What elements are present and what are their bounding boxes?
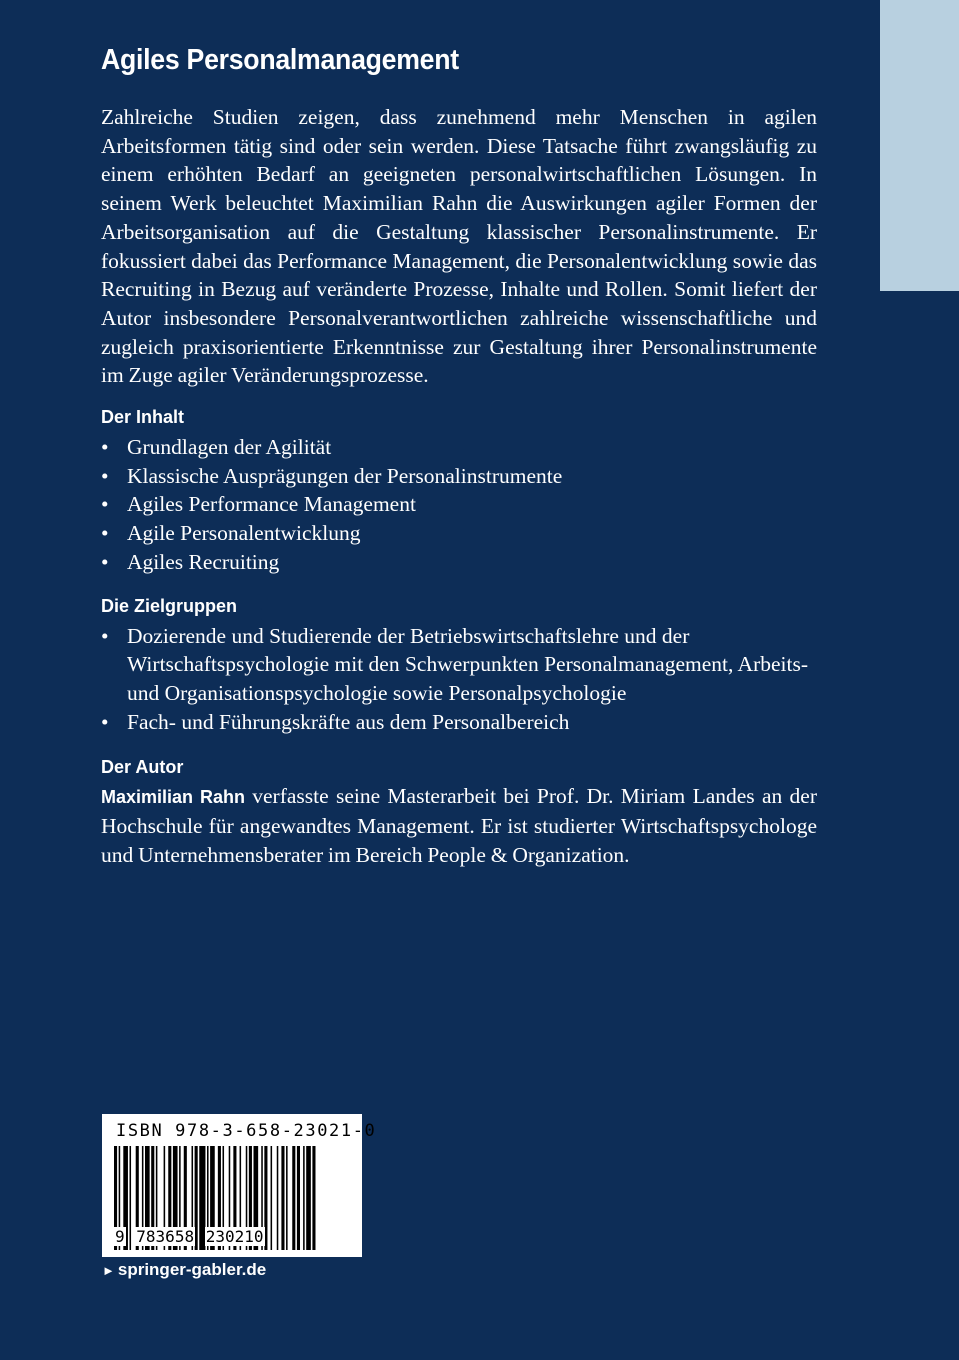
- publisher-link[interactable]: [102, 1260, 266, 1280]
- list-item: • Grundlagen der Agilität: [101, 433, 817, 462]
- author-name: Maximilian Rahn: [101, 787, 245, 808]
- bullet-icon: •: [101, 549, 109, 574]
- author-paragraph: [101, 782, 817, 869]
- book-title: Agiles Personalmanagement: [101, 44, 459, 76]
- barcode-bar: [306, 1146, 311, 1250]
- autor-heading: Der Autor: [101, 757, 184, 778]
- barcode-bar: [292, 1146, 295, 1250]
- list-item: • Agiles Performance Management: [101, 490, 817, 519]
- ean-digits: 9 783658 230210: [115, 1227, 264, 1246]
- barcode-bar: [281, 1146, 284, 1250]
- bullet-icon: •: [101, 623, 109, 648]
- bullet-icon: •: [101, 463, 109, 488]
- back-cover-text: [101, 44, 817, 869]
- intro-paragraph: Zahlreiche Studien zeigen, dass zunehmend mehr Menschen in agilen Arbeitsformen tätig sind oder sein werden. Diese Tatsache führt zwangsläufig zu einem erhöhten Bedarf an geeigneten personalwirtschaftlichen Lösungen. In seinem Werk beleuchtet Maximilian Rahn die Auswirkungen agiler Formen der Arbeitsorganisation auf die Gestaltung klassischer Personalinstrumente. Er fokussiert dabei das Performance Management, die Personalentwicklung sowie das Recruiting in Bezug auf veränderte Prozesse, Inhalte und Rollen. Somit liefert der Autor insbesondere Personalverantwortlichen zahlreiche wissenschaftliche und zugleich praxisorientierte Erkenntnisse zur Gestaltung ihrer Personalinstrumente im Zuge agiler Veränderungsprozesse.: [101, 105, 817, 388]
- barcode-bar: [277, 1146, 279, 1250]
- list-item: • Agile Personalentwicklung: [101, 519, 817, 548]
- arrow-icon: ►: [102, 1263, 115, 1278]
- list-item: • Klassische Ausprägungen der Personalinstrumente: [101, 462, 817, 491]
- bullet-icon: •: [101, 709, 109, 734]
- list-item: • Agiles Recruiting: [101, 548, 817, 577]
- side-color-tab: [880, 0, 959, 291]
- publisher-url: springer-gabler.de: [117, 1260, 267, 1279]
- barcode-bar: [264, 1146, 267, 1250]
- inhalt-list: [101, 433, 817, 577]
- bullet-icon: •: [101, 521, 109, 546]
- bullet-icon: •: [101, 435, 109, 460]
- zielgruppen-heading: Die Zielgruppen: [101, 595, 238, 616]
- barcode-bar: [271, 1146, 273, 1250]
- bullet-icon: •: [101, 492, 109, 517]
- inhalt-heading: Der Inhalt: [101, 407, 185, 428]
- author-bio: verfasste seine Masterarbeit bei Prof. Dr. Miriam Landes an der Hochschule für angewandtes Management. Er ist studierter Wirtschaftspsychologe und Unternehmensberater im Bereich People & Organization.: [101, 784, 817, 867]
- list-item: • Dozierende und Studierende der Betriebswirtschaftslehre und der Wirtschaftspsychologie mit den Schwerpunkten Personalmanagement, Arbeits- und Organisationspsychologie sowie Personalpsychologie: [101, 623, 808, 705]
- barcode-bar: [297, 1146, 300, 1250]
- barcode-bar: [286, 1146, 288, 1250]
- barcode-bar: [312, 1146, 315, 1250]
- isbn-label: ISBN 978-3-658-23021-0: [116, 1121, 377, 1141]
- list-item: • Fach- und Führungskräfte aus dem Personalbereich: [101, 708, 817, 737]
- isbn-barcode: [102, 1114, 377, 1257]
- barcode-bar: [303, 1146, 305, 1250]
- zielgruppen-list: [101, 622, 817, 737]
